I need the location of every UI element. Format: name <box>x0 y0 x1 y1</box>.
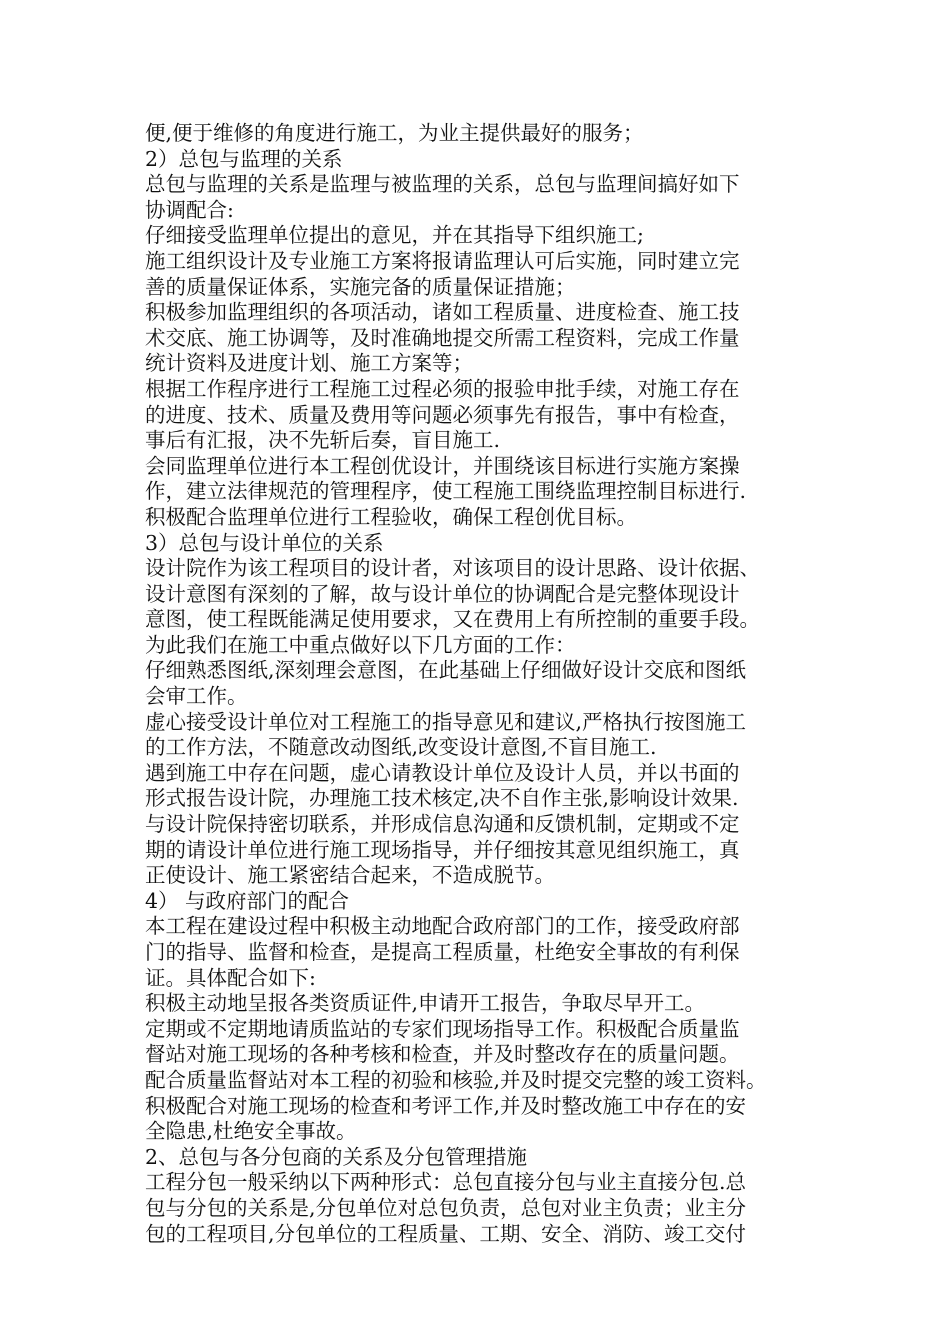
section-heading: 2、总包与各分包商的关系及分包管理措施 <box>145 1144 528 1169</box>
section-heading: 4） 与政府部门的配合 <box>145 888 350 913</box>
text-line: 统计资料及进度计划、施工方案等； <box>145 351 473 376</box>
text-line: 术交底、施工协调等，及时准确地提交所需工程资料，完成工作量 <box>145 325 740 350</box>
text-line: 虚心接受设计单位对工程施工的指导意见和建议,严格执行按图施工 <box>145 709 747 734</box>
text-line: 协调配合: <box>145 197 234 222</box>
text-line: 的工作方法，不随意改动图纸,改变设计意图,不盲目施工. <box>145 735 657 760</box>
text-line: 仔细接受监理单位提出的意见，并在其指导下组织施工; <box>145 223 644 248</box>
text-line: 正使设计、施工紧密结合起来，不造成脱节。 <box>145 863 555 888</box>
section-heading: 3）总包与设计单位的关系 <box>145 530 384 555</box>
document-body <box>145 121 825 1247</box>
text-line: 积极配合监理单位进行工程验收，确保工程创优目标。 <box>145 504 637 529</box>
text-line: 配合质量监督站对本工程的初验和核验,并及时提交完整的竣工资料。 <box>145 1067 767 1092</box>
text-line: 总包与监理的关系是监理与被监理的关系，总包与监理间搞好如下 <box>145 172 740 197</box>
text-line: 本工程在建设过程中积极主动地配合政府部门的工作，接受政府部 <box>145 914 740 939</box>
text-line: 会审工作。 <box>145 684 248 709</box>
text-line: 全隐患,杜绝安全事故。 <box>145 1119 357 1144</box>
text-line: 善的质量保证体系，实施完备的质量保证措施； <box>145 274 576 299</box>
text-line: 门的指导、监督和检查，是提高工程质量，杜绝安全事故的有利保 <box>145 940 740 964</box>
text-line: 仔细熟悉图纸,深刻理会意图，在此基础上仔细做好设计交底和图纸 <box>145 658 747 683</box>
text-line: 包的工程项目,分包单位的工程质量、工期、安全、消防、竣工交付 <box>145 1221 747 1246</box>
text-line: 形式报告设计院，办理施工技术核定,决不自作主张,影响设计效果. <box>145 786 739 811</box>
text-line: 包与分包的关系是,分包单位对总包负责，总包对业主负责；业主分 <box>145 1195 747 1220</box>
text-line: 意图，使工程既能满足使用要求，又在费用上有所控制的重要手段。 <box>145 607 760 632</box>
text-line: 积极配合对施工现场的检查和考评工作,并及时整改施工中存在的安 <box>145 1093 747 1118</box>
text-line: 定期或不定期地请质监站的专家们现场指导工作。积极配合质量监 <box>145 1016 740 1041</box>
text-line: 督站对施工现场的各种考核和检查，并及时整改存在的质量问题。 <box>145 1042 740 1067</box>
text-line: 根据工作程序进行工程施工过程必须的报验申批手续，对施工存在 <box>145 376 740 401</box>
text-line: 证。具体配合如下: <box>145 965 316 990</box>
text-line: 积极参加监理组织的各项活动，诸如工程质量、进度检查、施工技 <box>145 300 740 325</box>
section-heading: 2）总包与监理的关系 <box>145 146 343 171</box>
text-line: 设计院作为该工程项目的设计者，对该项目的设计思路、设计依据、 <box>145 556 760 581</box>
text-line: 期的请设计单位进行施工现场指导，并仔细按其意见组织施工，真 <box>145 837 740 862</box>
text-line: 施工组织设计及专业施工方案将报请监理认可后实施，同时建立完 <box>145 248 740 273</box>
text-line: 遇到施工中存在问题，虚心请教设计单位及设计人员，并以书面的 <box>145 760 740 785</box>
text-line: 作，建立法律规范的管理程序，使工程施工围绕监理控制目标进行. <box>145 479 747 504</box>
text-line: 与设计院保持密切联系，并形成信息沟通和反馈机制，定期或不定 <box>145 812 740 837</box>
text-line: 会同监理单位进行本工程创优设计，并围绕该目标进行实施方案操 <box>145 453 740 478</box>
text-line: 积极主动地呈报各类资质证件,申请开工报告，争取尽早开工。 <box>145 991 706 1016</box>
text-line: 工程分包一般采纳以下两种形式：总包直接分包与业主直接分包.总 <box>145 1170 747 1195</box>
text-line: 便,便于维修的角度进行施工，为业主提供最好的服务； <box>145 121 644 145</box>
text-line: 为此我们在施工中重点做好以下几方面的工作： <box>145 632 576 657</box>
text-line: 设计意图有深刻的了解，故与设计单位的协调配合是完整体现设计 <box>145 581 740 606</box>
text-line: 的进度、技术、质量及费用等问题必须事先有报告，事中有检查， <box>145 402 740 427</box>
text-line: 事后有汇报，决不先斩后奏，盲目施工. <box>145 428 501 453</box>
